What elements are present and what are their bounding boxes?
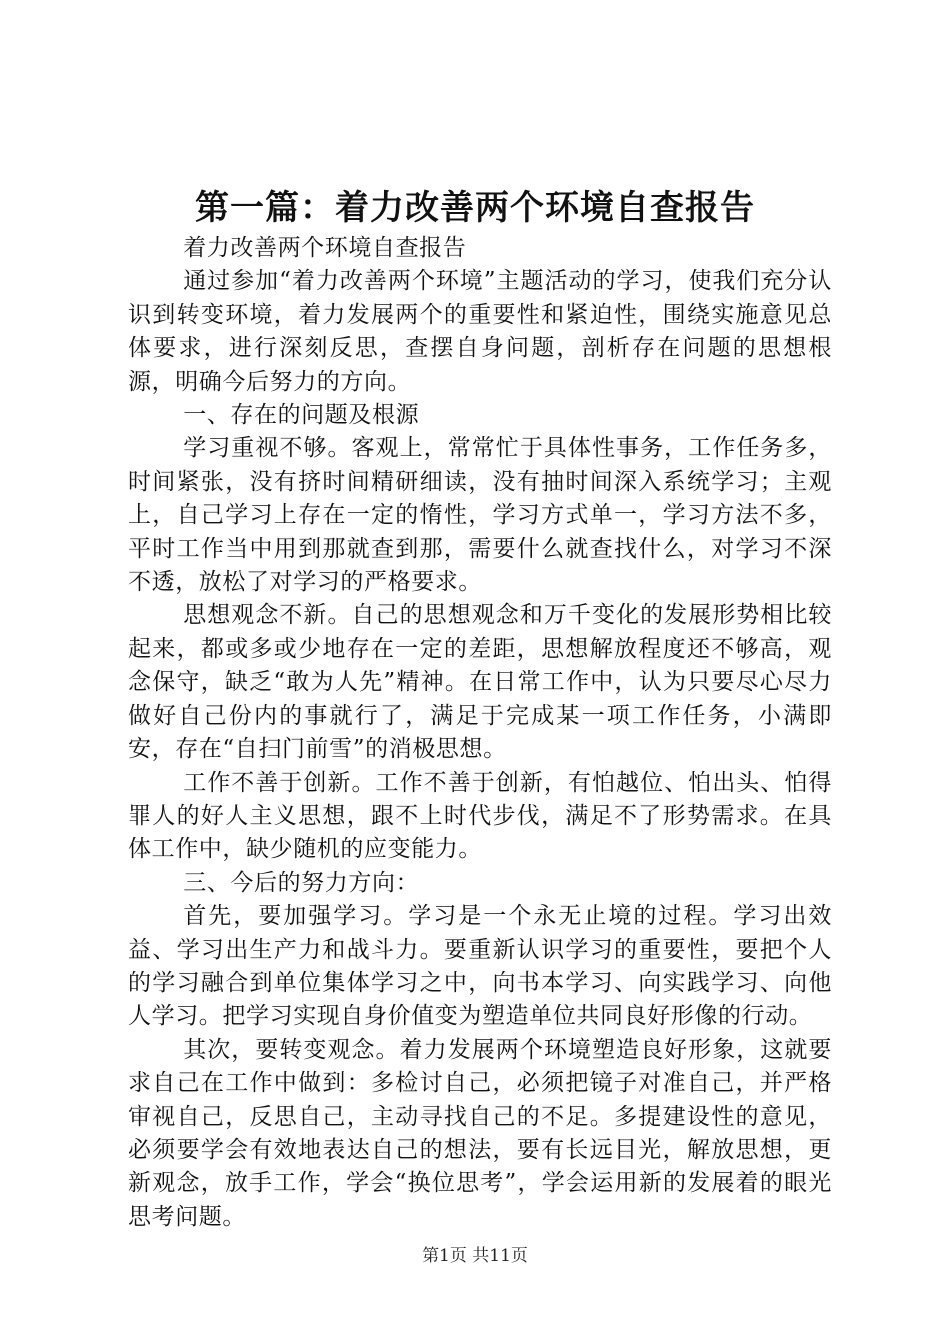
problem-paragraph-study: 学习重视不够。客观上，常常忙于具体性事务，工作任务多，时间紧张，没有挤时间精研细读，没有抽时间深入系统学习；主观上，自己学习上存在一定的惰性，学习方式单一，学习方法不多，平时工作当中用到那就查到那，需要什么就查找什么，对学习不深不透，放松了对学习的严格要求。 — [128, 435, 832, 596]
subtitle-paragraph: 着力改善两个环境自查报告 — [183, 235, 467, 261]
document-body — [128, 232, 832, 1234]
intro-paragraph: 通过参加“着力改善两个环境”主题活动的学习，使我们充分认识到转变环境，着力发展两个的重要性和紧迫性，围绕实施意见总体要求，进行深刻反思，查摆自身问题，剖析存在问题的思想根源，明确今后努力的方向。 — [128, 268, 832, 395]
problem-paragraph-innovation: 工作不善于创新。工作不善于创新，有怕越位、怕出头、怕得罪人的好人主义思想，跟不上时代步伐，满足不了形势需求。在具体工作中，缺少随机的应变能力。 — [128, 769, 832, 863]
page-number-footer: 第1页 共11页 — [422, 1246, 528, 1266]
problem-paragraph-thinking: 思想观念不新。自己的思想观念和万千变化的发展形势相比较起来，都或多或少地存在一定的差距，思想解放程度还不够高，观念保守，缺乏“敢为人先”精神。在日常工作中，认为只要尽心尽力做好自己份内的事就行了，满足于完成某一项工作任务，小满即安，存在“自扫门前雪”的消极思想。 — [128, 602, 832, 763]
document-title: 第一篇：着力改善两个环境自查报告 — [195, 188, 755, 228]
section-heading-problems: 一、存在的问题及根源 — [183, 402, 420, 429]
section-heading-direction: 三、今后的努力方向： — [183, 869, 420, 896]
direction-paragraph-second: 其次，要转变观念。着力发展两个环境塑造良好形象，这就要求自己在工作中做到：多检讨自己，必须把镜子对准自己，并严格审视自己，反思自己，主动寻找自己的不足。多提建设性的意见，必须要学会有效地表达自己的想法，要有长远目光，解放思想，更新观念，放手工作，学会“换位思考”，学会运用新的发展着的眼光思考问题。 — [128, 1036, 832, 1230]
direction-paragraph-first: 首先，要加强学习。学习是一个永无止境的过程。学习出效益、学习出生产力和战斗力。要重新认识学习的重要性，要把个人的学习融合到单位集体学习之中，向书本学习、向实践学习、向他人学习。把学习实现自身价值变为塑造单位共同良好形像的行动。 — [128, 903, 832, 1030]
